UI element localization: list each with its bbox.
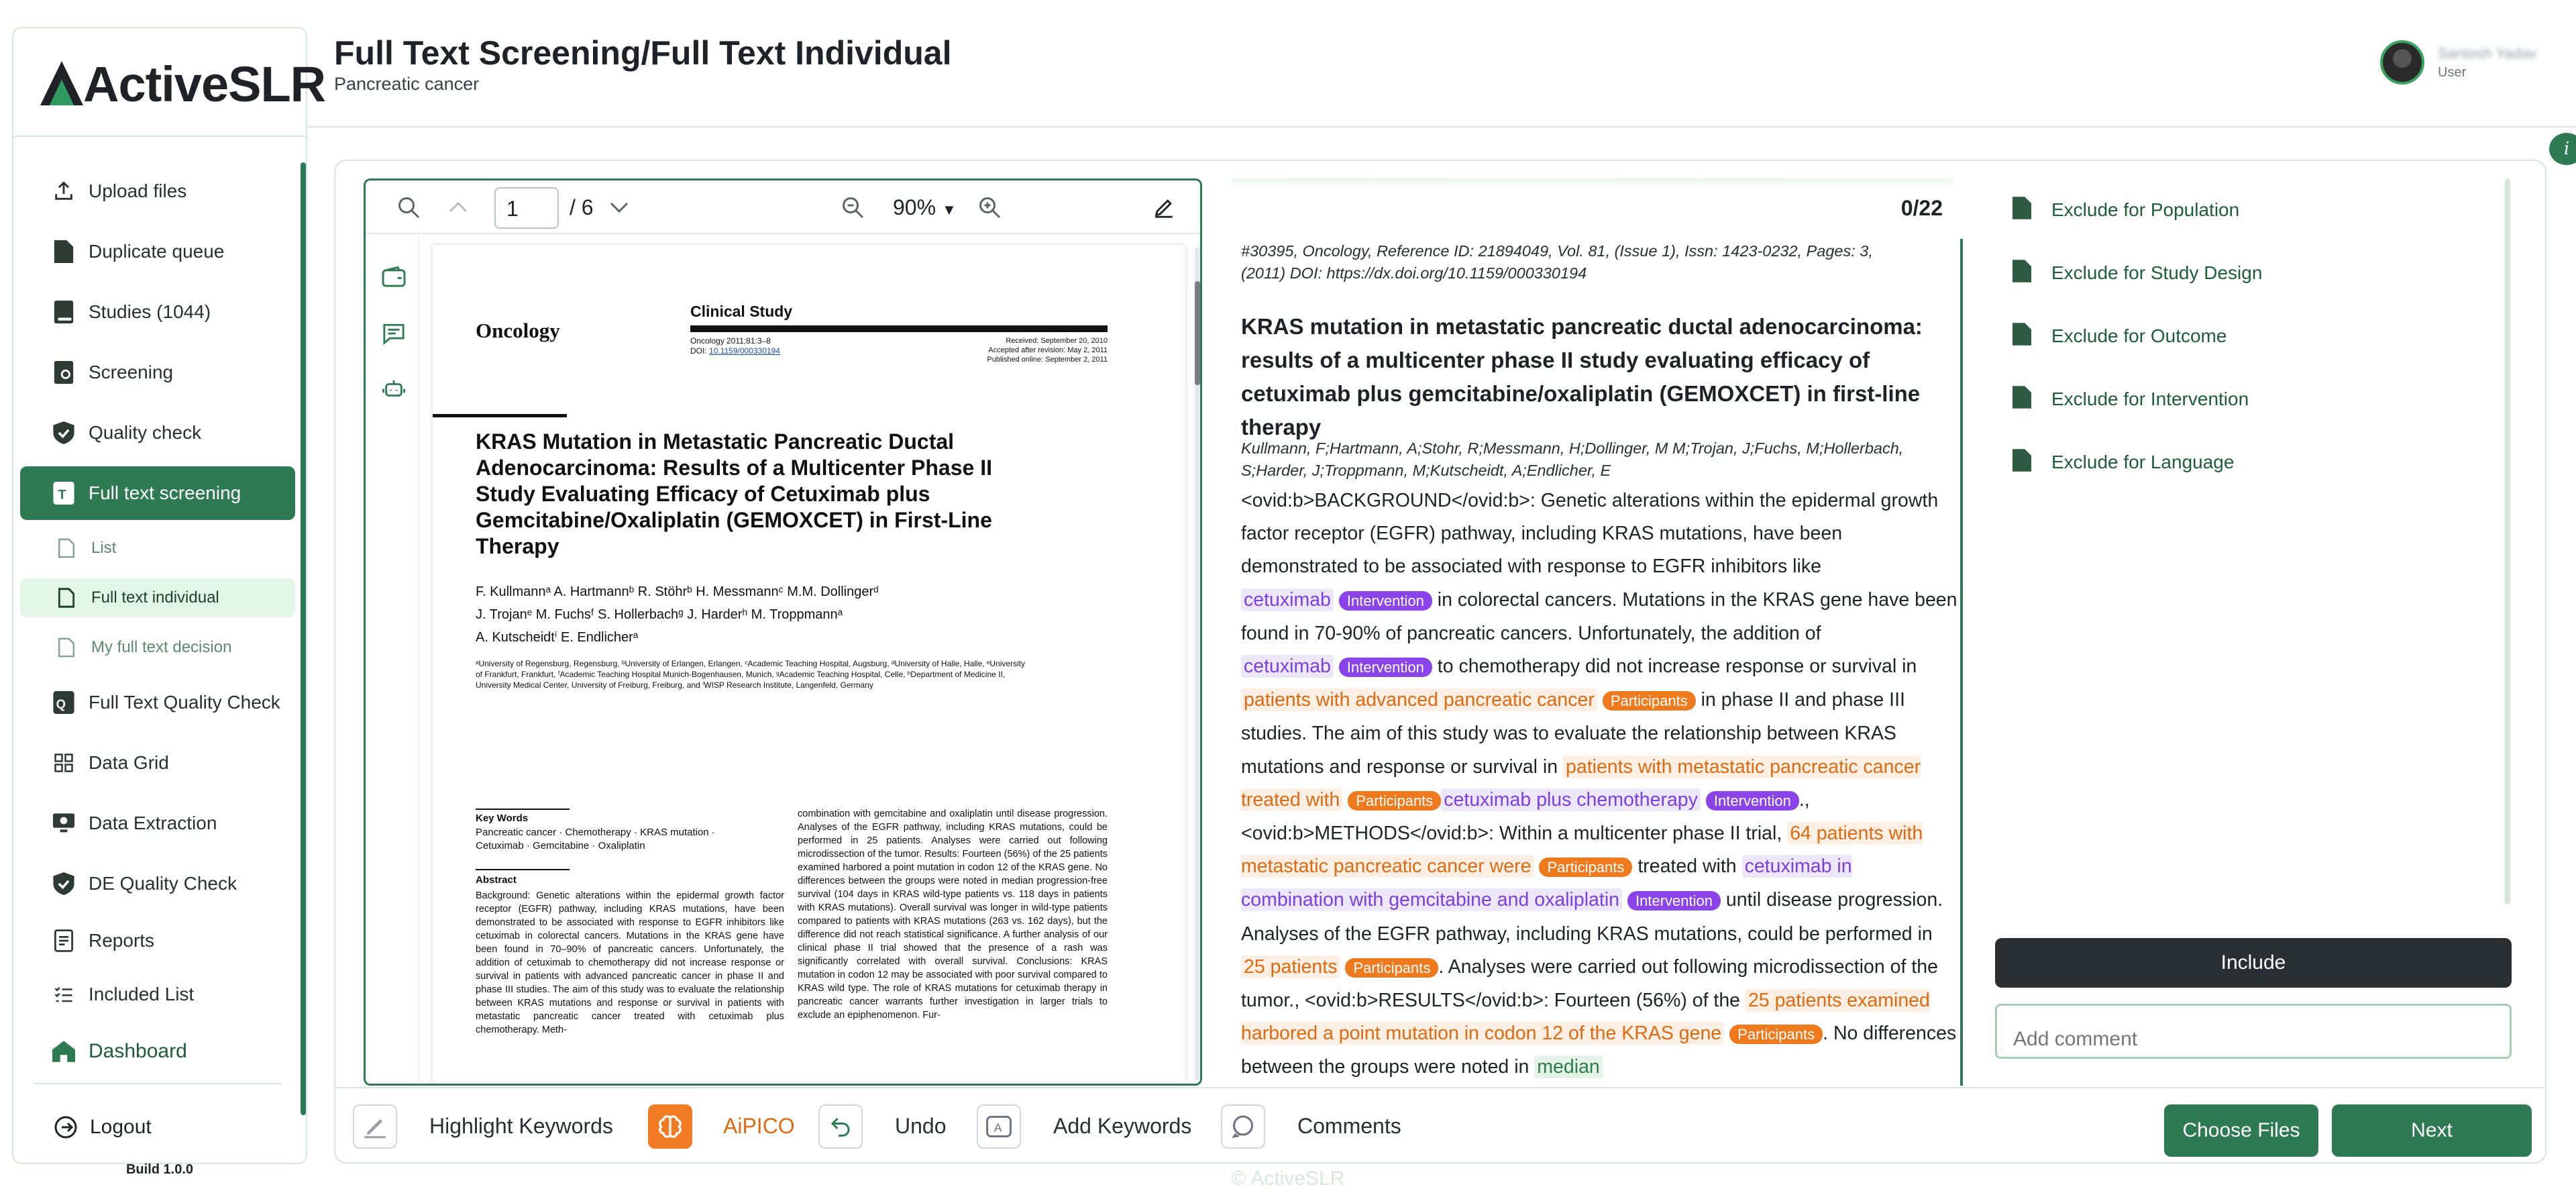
file-icon xyxy=(52,240,75,263)
participants-tag[interactable]: Participants xyxy=(1729,1025,1823,1044)
undo-icon[interactable] xyxy=(818,1104,863,1149)
exclude-option[interactable]: Exclude for Intervention xyxy=(1975,368,2532,431)
chevron-up-icon[interactable] xyxy=(445,194,472,221)
outcome-highlight[interactable]: median xyxy=(1534,1055,1602,1078)
logout-button[interactable]: Logout xyxy=(54,1115,152,1139)
zoom-select[interactable]: 90% ▼ xyxy=(893,195,957,219)
svg-text:Q: Q xyxy=(56,696,66,711)
add-keywords-button[interactable]: Add Keywords xyxy=(1053,1114,1192,1138)
pdf-affiliations: ᵃUniversity of Regensburg, Regensburg, ᵇUniversity of Erlangen, Erlangen, ᶜAcademic Teaching Hospital, Augsburg, ᵈUniversity of Halle, Halle, ᵉUniversity of Frankfurt, Frankfurt, ᶠAcademic Teaching Hospital Munich-Bogenhausen, Munich, ᵍAcademic Teaching Hospital, Celle, ʰDepartment of Medicine II, University Medical Center, University of Freiburg, Freiburg, and ⁱWISP Research Institute, Langenfeld, Germany xyxy=(476,659,1026,690)
pdf-abstract-rule xyxy=(476,869,570,870)
intervention-tag[interactable]: Intervention xyxy=(1339,591,1432,611)
app-logo[interactable] xyxy=(35,54,325,114)
app-name: ActiveSLR xyxy=(83,56,326,112)
report-icon xyxy=(52,929,75,952)
sidebar-item-reports[interactable]: Reports xyxy=(20,914,295,968)
intervention-highlight[interactable]: cetuximab xyxy=(1241,588,1334,611)
study-abstract: <ovid:b>BACKGROUND</ovid:b>: Genetic alterations within the epidermal growth factor receptor (EGFR) pathway, including KRAS mutations, have been demonstrated to be associated with response to EGFR inhibitors like cetuximab Intervention in colorectal cancers. Mutations in the KRAS gene have been found in 70-90% of pancreatic cancers. Unfortunately, the addition of cetuximab Intervention to chemotherapy did not increase response or survival in patients with advanced pancreatic cancer Participants in phase II and phase III studies. The aim of this study was to evaluate the relationship between KRAS mutations and response or survival in patients with metastatic pancreatic cancer treated with Participants cetuximab plus chemotherapy Intervention ., <ovid:b>METHODS</ovid:b>: Within a multicenter phase II trial, 64 patients with metastatic pancreatic cancer were Participants treated with cetuximab in combination with gemcitabine and oxaliplatin Intervention until disease progression. Analyses of the EGFR pathway, including KRAS mutations, could be performed in 25 patients Participants . Analyses were carried out following microdissection of the tumor., <ovid:b>RESULTS</ovid:b>: Fourteen (56%) of the 25 patients examined harbored a point mutation in codon 12 of the KRAS gene Participants . No differences between the groups were noted in median xyxy=(1241,490,1957,1078)
participants-tag[interactable]: Participants xyxy=(1539,858,1632,877)
page-number-input[interactable]: 1 xyxy=(494,187,559,229)
pdf-title: KRAS Mutation in Metastatic Pancreatic Ductal Adenocarcinoma: Results of a Multicenter Phase II Study Evaluating Efficacy of Cetuximab plus Gemcitabine/Oxaliplatin (GEMOXCET) in First-Line Therapy xyxy=(476,429,992,558)
user-role: User xyxy=(2438,64,2467,80)
pdf-header-bar xyxy=(690,325,1108,332)
bottom-toolbar xyxy=(335,1087,2545,1162)
aipico-button[interactable]: AiPICO xyxy=(723,1114,795,1138)
fulltext-icon xyxy=(52,482,75,505)
pdf-journal-name: Oncology xyxy=(476,319,560,342)
shield-check-icon xyxy=(52,872,75,895)
svg-text:A: A xyxy=(994,1121,1002,1135)
participants-highlight[interactable]: patients with metastatic pancreatic cancer treated with xyxy=(1241,756,1921,811)
caret-down-icon: ▼ xyxy=(941,201,957,218)
undo-button[interactable]: Undo xyxy=(895,1114,947,1138)
intervention-highlight[interactable]: cetuximab xyxy=(1241,655,1334,678)
participants-highlight[interactable]: patients with advanced pancreatic cancer xyxy=(1241,688,1597,711)
zoom-in-icon[interactable] xyxy=(976,194,1003,221)
sidebar-item-upload-files[interactable]: Upload files xyxy=(20,161,295,221)
pdf-article-type: Clinical Study xyxy=(690,303,793,320)
intervention-tag[interactable]: Intervention xyxy=(1706,791,1799,811)
sidebar-item-full-text-screening[interactable]: T Full text screening xyxy=(20,466,295,520)
user-menu[interactable] xyxy=(2380,40,2536,85)
comment-input[interactable] xyxy=(1995,1004,2512,1059)
exclusion-list xyxy=(1975,178,2532,494)
sidebar-item-studies[interactable]: Studies (1044) xyxy=(20,282,295,342)
sidebar-subitem-list[interactable]: List xyxy=(20,523,295,573)
include-button[interactable]: Include xyxy=(1995,938,2512,988)
sidebar-item-included-list[interactable]: Included List xyxy=(20,968,295,1021)
decision-panel xyxy=(1975,178,2532,1086)
pdf-meta: Oncology 2011;81:3–8 DOI: 10.1159/000330194 xyxy=(690,336,780,356)
build-version: Build 1.0.0 xyxy=(125,1162,194,1177)
logo-mark-icon xyxy=(35,57,89,111)
extraction-icon xyxy=(52,812,75,835)
study-scrollbar[interactable] xyxy=(1960,239,1963,1086)
pdf-scrollbar[interactable] xyxy=(1195,248,1200,1080)
pen-icon[interactable] xyxy=(1150,194,1177,221)
footer-copyright: © ActiveSLR xyxy=(1231,1168,1345,1190)
add-keywords-icon[interactable] xyxy=(977,1104,1021,1149)
sidebar-item-quality-check[interactable]: Quality check xyxy=(20,403,295,463)
file-icon xyxy=(2012,260,2031,287)
sidebar-subitem-my-full-text-decision[interactable]: My full text decision xyxy=(20,623,295,672)
header-divider xyxy=(307,126,2576,127)
pdf-toolbar xyxy=(366,180,1200,234)
sidebar-item-full-text-quality-check[interactable]: Q Full Text Quality Check xyxy=(20,672,295,733)
intervention-tag[interactable]: Intervention xyxy=(1627,891,1721,911)
sidebar-nav xyxy=(20,161,295,1082)
intervention-tag[interactable]: Intervention xyxy=(1339,658,1432,677)
file-outline-icon xyxy=(55,586,78,609)
pdf-keywords-rule xyxy=(476,809,570,810)
sidebar-item-dashboard[interactable]: Dashboard xyxy=(20,1021,295,1082)
decision-scrollbar[interactable] xyxy=(2505,178,2510,904)
pdf-abstract-column-1: Background: Genetic alterations within the epidermal growth factor receptor (EGFR) pathway, including KRAS mutations, have been demonstrated to be associated with response to EGFR inhibitors like cetuximab in colorectal cancers. Mutations in the KRAS gene have been found in 70–90% of pancreatic cancers. Unfortunately, the addition of cetuximab to chemotherapy did not increase response or survival in patients with advanced pancreatic cancer in phase II and phase III studies. The aim of this study was to evaluate the relationship between KRAS mutations and response or survival in patients with metastatic pancreatic cancer treated with cetuximab plus chemotherapy. Meth- xyxy=(476,890,784,1035)
upload-icon xyxy=(52,180,75,203)
book-icon xyxy=(52,301,75,323)
comments-button[interactable]: Comments xyxy=(1297,1114,1401,1138)
svg-text:T: T xyxy=(58,487,66,503)
screening-icon xyxy=(52,361,75,384)
exclude-option[interactable]: Exclude for Language xyxy=(1975,431,2532,494)
exclude-option[interactable]: Exclude for Population xyxy=(1975,178,2532,242)
pdf-abstract-title: Abstract xyxy=(476,874,517,886)
exclude-option[interactable]: Exclude for Study Design xyxy=(1975,242,2532,305)
sidebar-item-data-grid[interactable]: Data Grid xyxy=(20,733,295,793)
pdf-doi-link[interactable]: 10.1159/000330194 xyxy=(709,346,780,356)
brain-icon[interactable] xyxy=(648,1104,692,1149)
participants-highlight[interactable]: 64 patients with metastatic pancreatic cancer were xyxy=(1241,823,1923,878)
pdf-keywords: Pancreatic cancer · Chemotherapy · KRAS mutation · Cetuximab · Gemcitabine · Oxaliplatin xyxy=(476,827,715,851)
study-reference: #30395, Oncology, Reference ID: 21894049, Vol. 81, (Issue 1), Issn: 1423-0232, Pages: 3, (2011) DOI: https://dx.doi.org/10.1159/000330194 xyxy=(1241,242,1873,282)
file-icon xyxy=(2012,323,2031,350)
info-icon: i xyxy=(2563,139,2570,159)
wallet-icon[interactable] xyxy=(380,264,407,291)
list-check-icon xyxy=(52,983,75,1006)
intervention-highlight[interactable]: cetuximab in combination with gemcitabine and oxaliplatin xyxy=(1241,855,1852,911)
highlight-keywords-button[interactable]: Highlight Keywords xyxy=(429,1114,613,1138)
next-button[interactable]: Next xyxy=(2332,1104,2532,1157)
search-icon[interactable] xyxy=(395,194,422,221)
comment-icon[interactable] xyxy=(380,320,407,347)
pdf-dates: Received: September 20, 2010 Accepted after revision: May 2, 2011 Published online: September 2, 2011 xyxy=(987,337,1108,364)
page-title: Full Text Screening/Full Text Individual xyxy=(334,34,952,72)
pdf-authors: F. Kullmannᵃ A. Hartmannᵇ R. Stöhrᵇ H. Messmannᶜ M.M. Dollingerᵈ J. Trojanᵉ M. Fuchsᶠ S. Hollerbachᵍ J. Harderʰ M. Troppmannᵃ A. Kutscheidtⁱ E. Endlicherᵃ xyxy=(476,584,879,645)
intervention-highlight[interactable]: cetuximab plus chemotherapy xyxy=(1441,788,1701,811)
participants-tag[interactable]: Participants xyxy=(1603,691,1696,711)
user-name: Santosh Yadav xyxy=(2438,44,2537,62)
sidebar-divider xyxy=(13,136,306,137)
sidebar xyxy=(12,27,326,1177)
pdf-scrollbar-thumb[interactable] xyxy=(1195,281,1200,385)
sidebar-item-duplicate-queue[interactable]: Duplicate queue xyxy=(20,221,295,282)
study-progress-bar xyxy=(1232,178,1952,188)
home-icon xyxy=(52,1040,75,1063)
avatar[interactable] xyxy=(2380,40,2424,85)
zoom-out-icon[interactable] xyxy=(839,194,866,221)
file-outline-icon xyxy=(55,537,78,560)
participants-tag[interactable]: Participants xyxy=(1345,958,1438,978)
shield-check-icon xyxy=(52,421,75,444)
choose-files-button[interactable]: Choose Files xyxy=(2164,1104,2318,1157)
pdf-page xyxy=(433,245,1185,1086)
sidebar-scrollbar[interactable] xyxy=(301,162,306,1115)
sidebar-item-data-extraction[interactable]: Data Extraction xyxy=(20,793,295,853)
grid-icon xyxy=(52,751,75,774)
page-total: / 6 xyxy=(570,195,594,219)
sidebar-item-screening[interactable]: Screening xyxy=(20,342,295,403)
participants-tag[interactable]: Participants xyxy=(1348,791,1441,811)
info-button[interactable] xyxy=(2549,133,2576,165)
study-counter: 0/22 xyxy=(1900,196,1943,220)
exclude-option[interactable]: Exclude for Outcome xyxy=(1975,305,2532,368)
file-icon xyxy=(2012,386,2031,413)
pdf-sidebar xyxy=(366,236,419,1086)
pdf-title-rule xyxy=(433,414,567,417)
participants-highlight[interactable]: 25 patients examined harbored a point mutation in codon 12 of the KRAS gene xyxy=(1241,990,1930,1045)
file-icon xyxy=(2012,197,2031,224)
comments-icon[interactable] xyxy=(1221,1104,1265,1149)
file-icon xyxy=(2012,449,2031,476)
quality-check-icon xyxy=(52,691,75,714)
pdf-keywords-title: Key Words xyxy=(476,813,529,824)
study-authors: Kullmann, F;Hartmann, A;Stohr, R;Messmann, H;Dollinger, M M;Trojan, J;Fuchs, M;Hollerbach, S;Harder, J;Troppmann, M;Kutscheidt, A;Endlicher, E xyxy=(1241,439,1904,479)
logout-icon xyxy=(54,1115,78,1139)
chevron-down-icon[interactable] xyxy=(606,194,633,221)
participants-highlight[interactable]: 25 patients xyxy=(1241,955,1340,978)
pdf-viewer xyxy=(364,178,1202,1086)
sidebar-subitem-full-text-individual[interactable]: Full text individual xyxy=(20,578,295,617)
highlight-icon[interactable] xyxy=(353,1104,397,1149)
bot-icon[interactable] xyxy=(380,376,407,403)
study-details xyxy=(1232,178,1963,1086)
file-outline-icon xyxy=(55,636,78,659)
pdf-abstract-column-2: combination with gemcitabine and oxaliplatin until disease progression. Analyses of the EGFR pathway, including KRAS mutations, could be performed in 25 patients. Analyses were carried out following microdissection of the tumor. Results: Fourteen (56%) of the 25 patients examined harbored a point mutation in codon 12 of the KRAS gene. No differences between the groups were noted in median progression-free survival (104 days in KRAS wild-type patients vs. 118 days in patients with KRAS mutations). Overall survival was longer in wild-type patients compared to patients with KRAS mutations (263 vs. 162 days), but the difference did not reach statistical significance. A further analysis of our clinical phase II trial showed that the presence of a rash was significantly correlated with overall survival. Conclusions: KRAS mutation in codon 12 may be associated with poor survival compared to KRAS wild type. The role of KRAS mutations for cetuximab therapy in pancreatic cancer warrants further investigation in larger trials to exclude an epiphenomenon. Fur- xyxy=(798,809,1108,1021)
user-info xyxy=(2438,45,2536,81)
page-subtitle: Pancreatic cancer xyxy=(334,74,480,94)
sidebar-item-de-quality-check[interactable]: DE Quality Check xyxy=(20,853,295,914)
sidebar-divider xyxy=(34,1083,282,1084)
study-title: KRAS mutation in metastatic pancreatic ductal adenocarcinoma: results of a multicenter phase II study evaluating efficacy of cetuximab plus gemcitabine/oxaliplatin (GEMOXCET) in first-line therapy xyxy=(1241,314,1923,439)
